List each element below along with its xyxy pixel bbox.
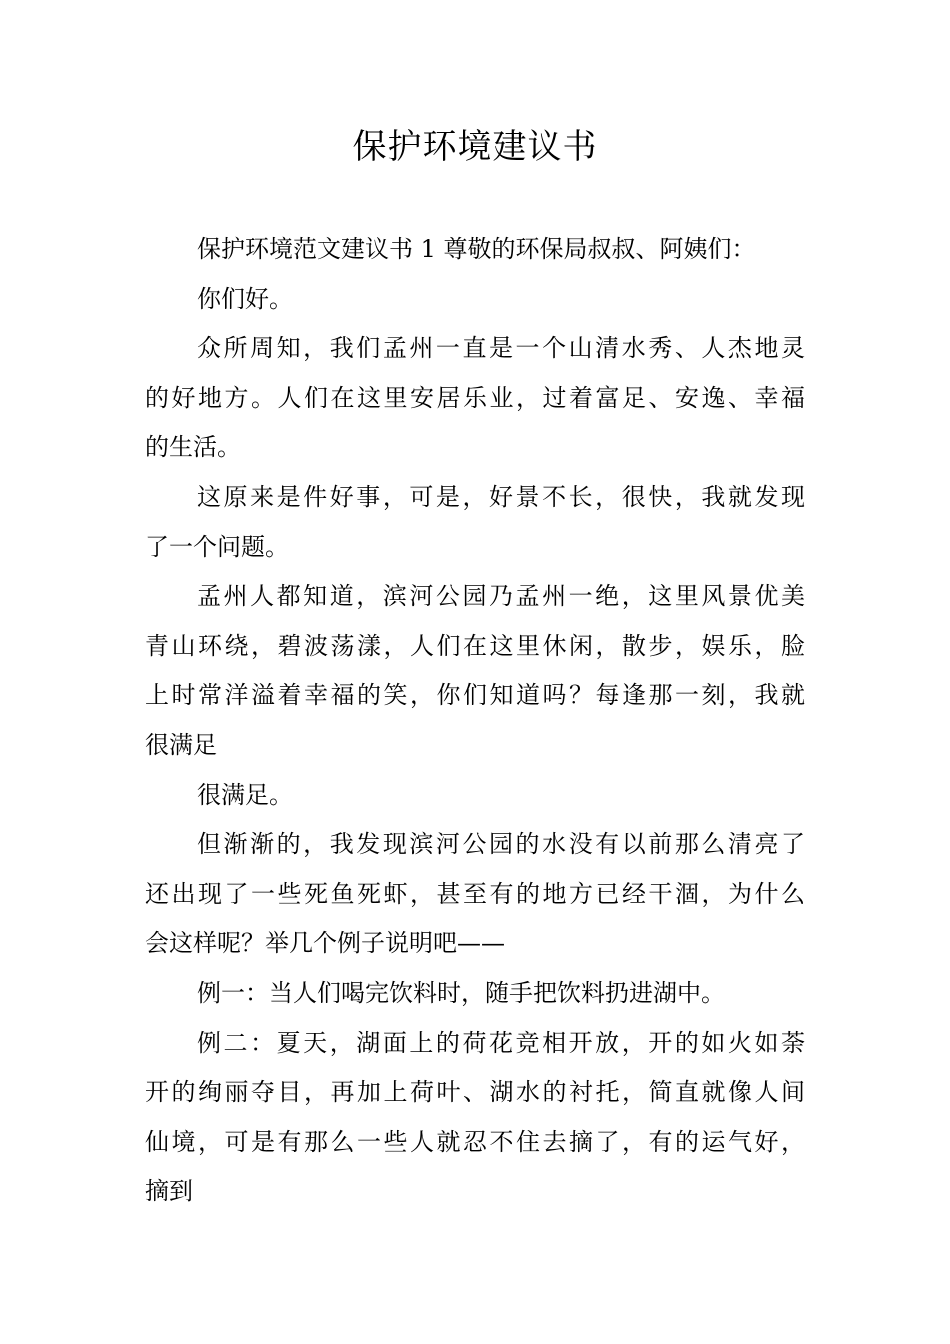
- body-line: 了一个问题。: [145, 532, 289, 561]
- body-line: 很满足。: [197, 780, 293, 809]
- body-line: 青山环绕，碧波荡漾，人们在这里休闲，散步，娱乐，脸: [145, 631, 805, 660]
- body-line: 的生活。: [145, 433, 241, 462]
- body-line: 例二：夏天，湖面上的荷花竞相开放，开的如火如荼: [197, 1028, 805, 1057]
- body-line: 孟州人都知道，滨河公园乃孟州一绝，这里风景优美: [197, 582, 805, 611]
- body-line: 众所周知，我们孟州一直是一个山清水秀、人杰地灵: [197, 334, 805, 363]
- body-line: 保护环境范文建议书 1 尊敬的环保局叔叔、阿姨们：: [197, 235, 756, 263]
- body-line: 上时常洋溢着幸福的笑，你们知道吗？每逢那一刻，我就: [145, 681, 805, 710]
- document-body: [145, 225, 805, 1217]
- body-line: 这原来是件好事，可是，好景不长，很快，我就发现: [197, 482, 805, 511]
- body-line: 摘到: [145, 1177, 193, 1206]
- body-line: 会这样呢？举几个例子说明吧——: [145, 929, 505, 958]
- body-line: 例一：当人们喝完饮料时，随手把饮料扔进湖中。: [197, 978, 725, 1007]
- body-line: 很满足: [145, 730, 217, 759]
- body-line: 但渐渐的，我发现滨河公园的水没有以前那么清亮了: [197, 830, 805, 859]
- body-line: 仙境，可是有那么一些人就忍不住去摘了，有的运气好，: [145, 1127, 805, 1156]
- body-line: 开的绚丽夺目，再加上荷叶、湖水的衬托，简直就像人间: [145, 1078, 805, 1107]
- body-line: 你们好。: [197, 284, 293, 313]
- body-line: 还出现了一些死鱼死虾，甚至有的地方已经干涸，为什么: [145, 879, 805, 908]
- document-title: 保护环境建议书: [352, 127, 598, 167]
- body-line: 的好地方。人们在这里安居乐业，过着富足、安逸、幸福: [145, 383, 805, 412]
